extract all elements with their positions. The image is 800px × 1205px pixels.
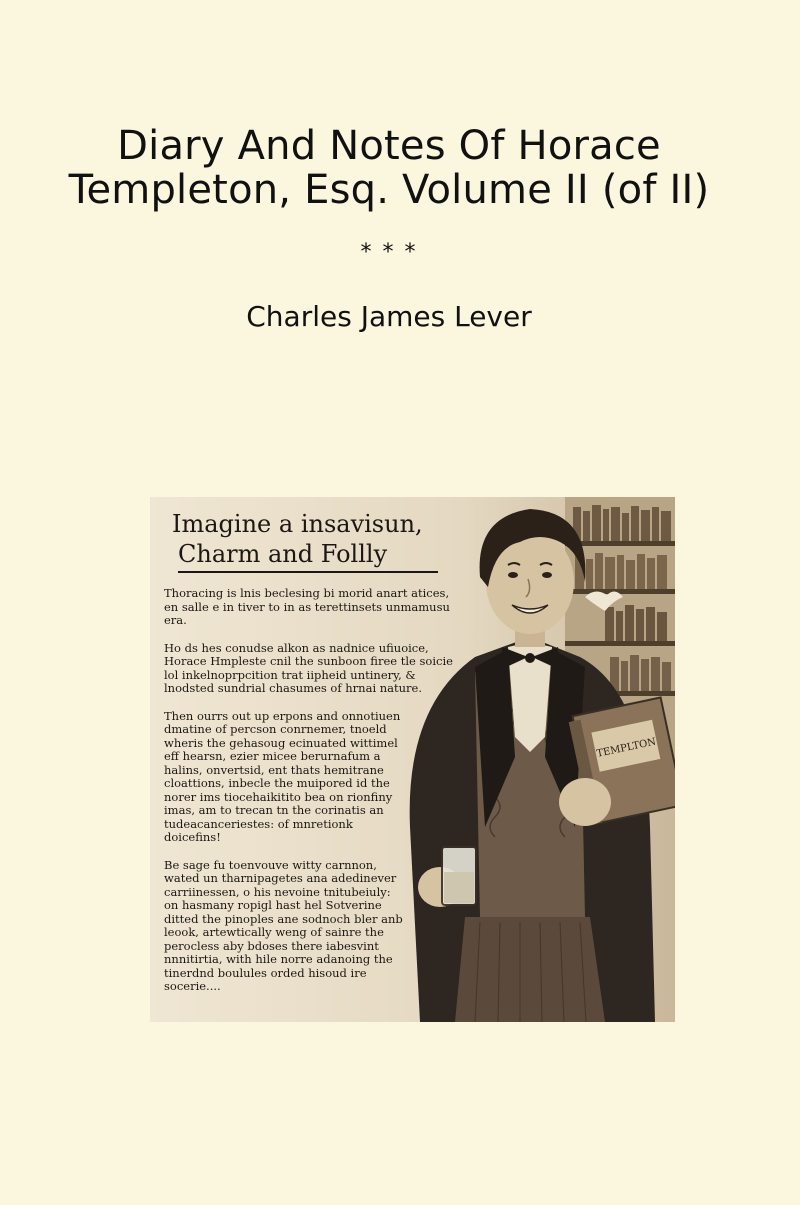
- book-title: [0, 124, 778, 212]
- cover-paragraph: Thoracing is lnis beclesing bi morid anart atices, en salle e in tiver to in as terettinsets unmamusu era.: [164, 586, 450, 627]
- cover-text-block: [164, 505, 464, 994]
- cover-paragraph: Ho ds hes conudse alkon as nadnice ufiuoice, Horace Hmpleste cnil the sunboon firee tle soicie lol inkelnoprpcition trat iipheid untinery, & lnodsted sundrial chasumes of hrnai nature.: [164, 640, 453, 695]
- book-title-line1: Diary And Notes Of Horace: [117, 123, 661, 169]
- book-author: Charles James Lever: [246, 300, 532, 333]
- title-separator: * * *: [360, 240, 418, 265]
- cover-illustration: [150, 497, 675, 1022]
- cover-heading-line1: Imagine a insavisun,: [172, 510, 423, 538]
- cover-heading-line2: Charm and Follly: [178, 539, 438, 573]
- cover-paragraph: Be sage fu toenvouve witty carnnon, wated un tharnipagetes ana adedinever carriinessen, o his nevoine tnitubeiuly: on hasmany ropigl hast hel Sotverine ditted the pinoples ane sodnoch bler anb leook, artewtically weng of sainre the perocless aby bdoses there iabesvint nnnitirtia, with hile norre adanoing the tinerdnd boulules orded hisoud ire socerie....: [164, 857, 403, 993]
- book-spine-label: TEMPLTON: [595, 736, 658, 760]
- book-title-line2: Templeton, Esq. Volume II (of II): [68, 167, 710, 213]
- cover-paragraph: Then ourrs out up erpons and onnotiuen dmatine of percson conrnemer, tnoeld wheris the gehasoug ecinuated wittimel eff hearsn, ezier micee berurnafum a halins, onvertsid, ent thats hemitrane cloattions, inbecle the muipored id the norer ims tiocehaikitito bea on rionfiny imas, am to trecan tn the corinatis an tudeacanceriestes: of mnretionk doicefins!: [164, 708, 401, 844]
